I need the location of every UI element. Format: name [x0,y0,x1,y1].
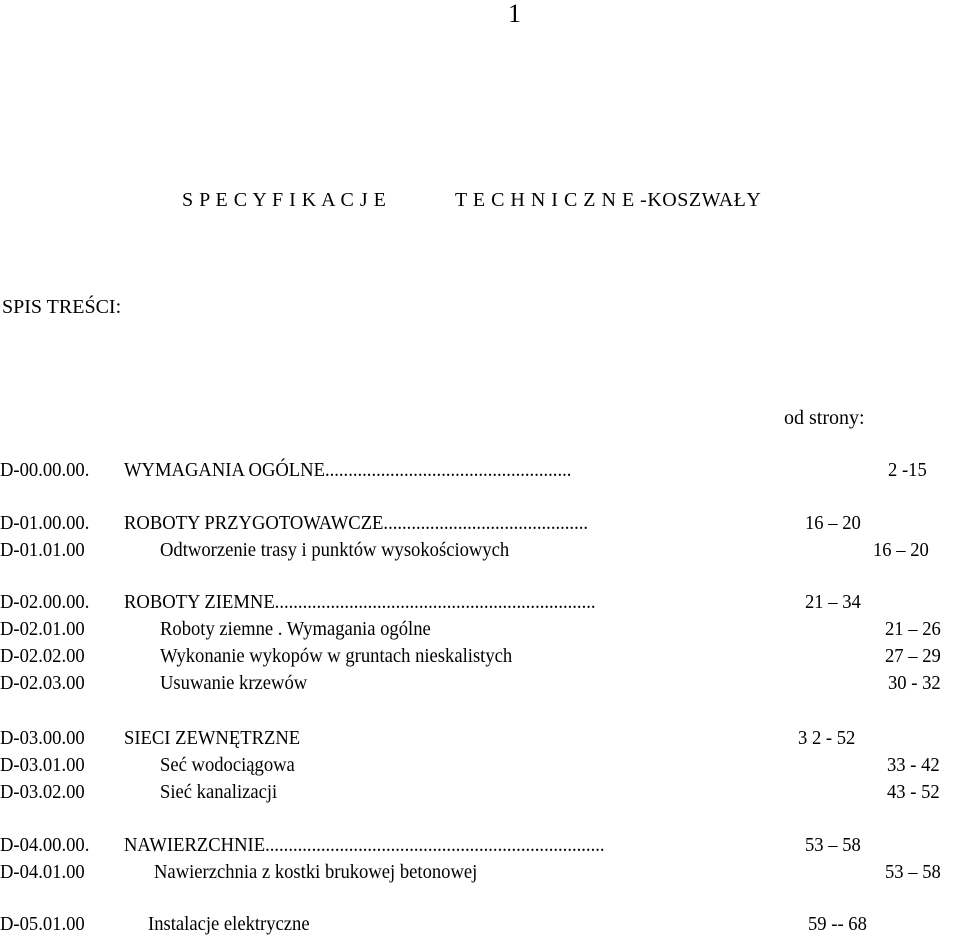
toc-entry [0,458,960,482]
entry-code: D-02.00.00. [0,591,90,613]
entry-pages: 27 – 29 [885,645,941,667]
entry-title: Odtworzenie trasy i punktów wysokościowych [160,539,510,561]
toc-entry [0,617,960,641]
entry-title: Instalacje elektryczne [148,913,310,935]
entry-code: D-03.02.00 [0,781,85,803]
toc-heading: SPIS TREŚCI: [2,296,122,318]
entry-code: D-01.01.00 [0,539,85,561]
entry-title: Sieć kanalizacji [160,781,278,803]
entry-title: Nawierzchnia z kostki brukowej betonowej [154,861,478,883]
entry-code: D-02.03.00 [0,672,85,694]
entry-code: D-00.00.00. [0,459,90,481]
toc-entry [0,511,960,535]
entry-pages: 2 -15 [888,459,927,481]
entry-title: Wykonanie wykopów w gruntach nieskalistych [160,645,513,667]
entry-title: Roboty ziemne . Wymagania ogólne [160,618,431,640]
toc-entry [0,833,960,857]
toc-entry [0,590,960,614]
entry-code: D-02.01.00 [0,618,85,640]
toc-entry [0,860,960,884]
entry-code: D-03.01.00 [0,754,85,776]
toc-entry [0,726,960,750]
entry-pages: 30 - 32 [888,672,941,694]
entry-pages: 16 – 20 [873,539,929,561]
entry-pages: 33 - 42 [887,754,940,776]
entry-pages: 21 – 34 [805,591,861,613]
entry-code: D-05.01.00 [0,913,85,935]
entry-title: ROBOTY PRZYGOTOWAWCZE............................................ [124,512,589,534]
entry-pages: 3 2 - 52 [798,727,856,749]
entry-title: Usuwanie krzewów [160,672,308,694]
entry-code: D-04.00.00. [0,834,90,856]
entry-pages: 43 - 52 [887,781,940,803]
toc-entry [0,753,960,777]
entry-title: Seć wodociągowa [160,754,295,776]
toc-entry [0,671,960,695]
entry-code: D-01.00.00. [0,512,90,534]
entry-title: NAWIERZCHNIE......................................................................... [124,834,605,856]
page-number: 1 [508,0,521,28]
entry-title: SIECI ZEWNĘTRZNE [124,727,301,749]
entry-title: ROBOTY ZIEMNE..................................................................... [124,591,596,613]
document-title-part1: S P E C Y F I K A C J E [182,189,387,211]
entry-pages: 59 -- 68 [808,913,867,935]
entry-code: D-03.00.00 [0,727,85,749]
toc-entry [0,780,960,804]
entry-pages: 53 – 58 [885,861,941,883]
entry-code: D-04.01.00 [0,861,85,883]
entry-pages: 53 – 58 [805,834,861,856]
pages-column-header: od strony: [784,407,865,429]
entry-pages: 16 – 20 [805,512,861,534]
entry-title: WYMAGANIA OGÓLNE..................................................... [124,459,572,481]
entry-pages: 21 – 26 [885,618,941,640]
entry-code: D-02.02.00 [0,645,85,667]
toc-entry [0,538,960,562]
toc-entry [0,912,960,936]
document-title-part2: T E C H N I C Z N E -KOSZWAŁY [455,189,762,211]
toc-entry [0,644,960,668]
